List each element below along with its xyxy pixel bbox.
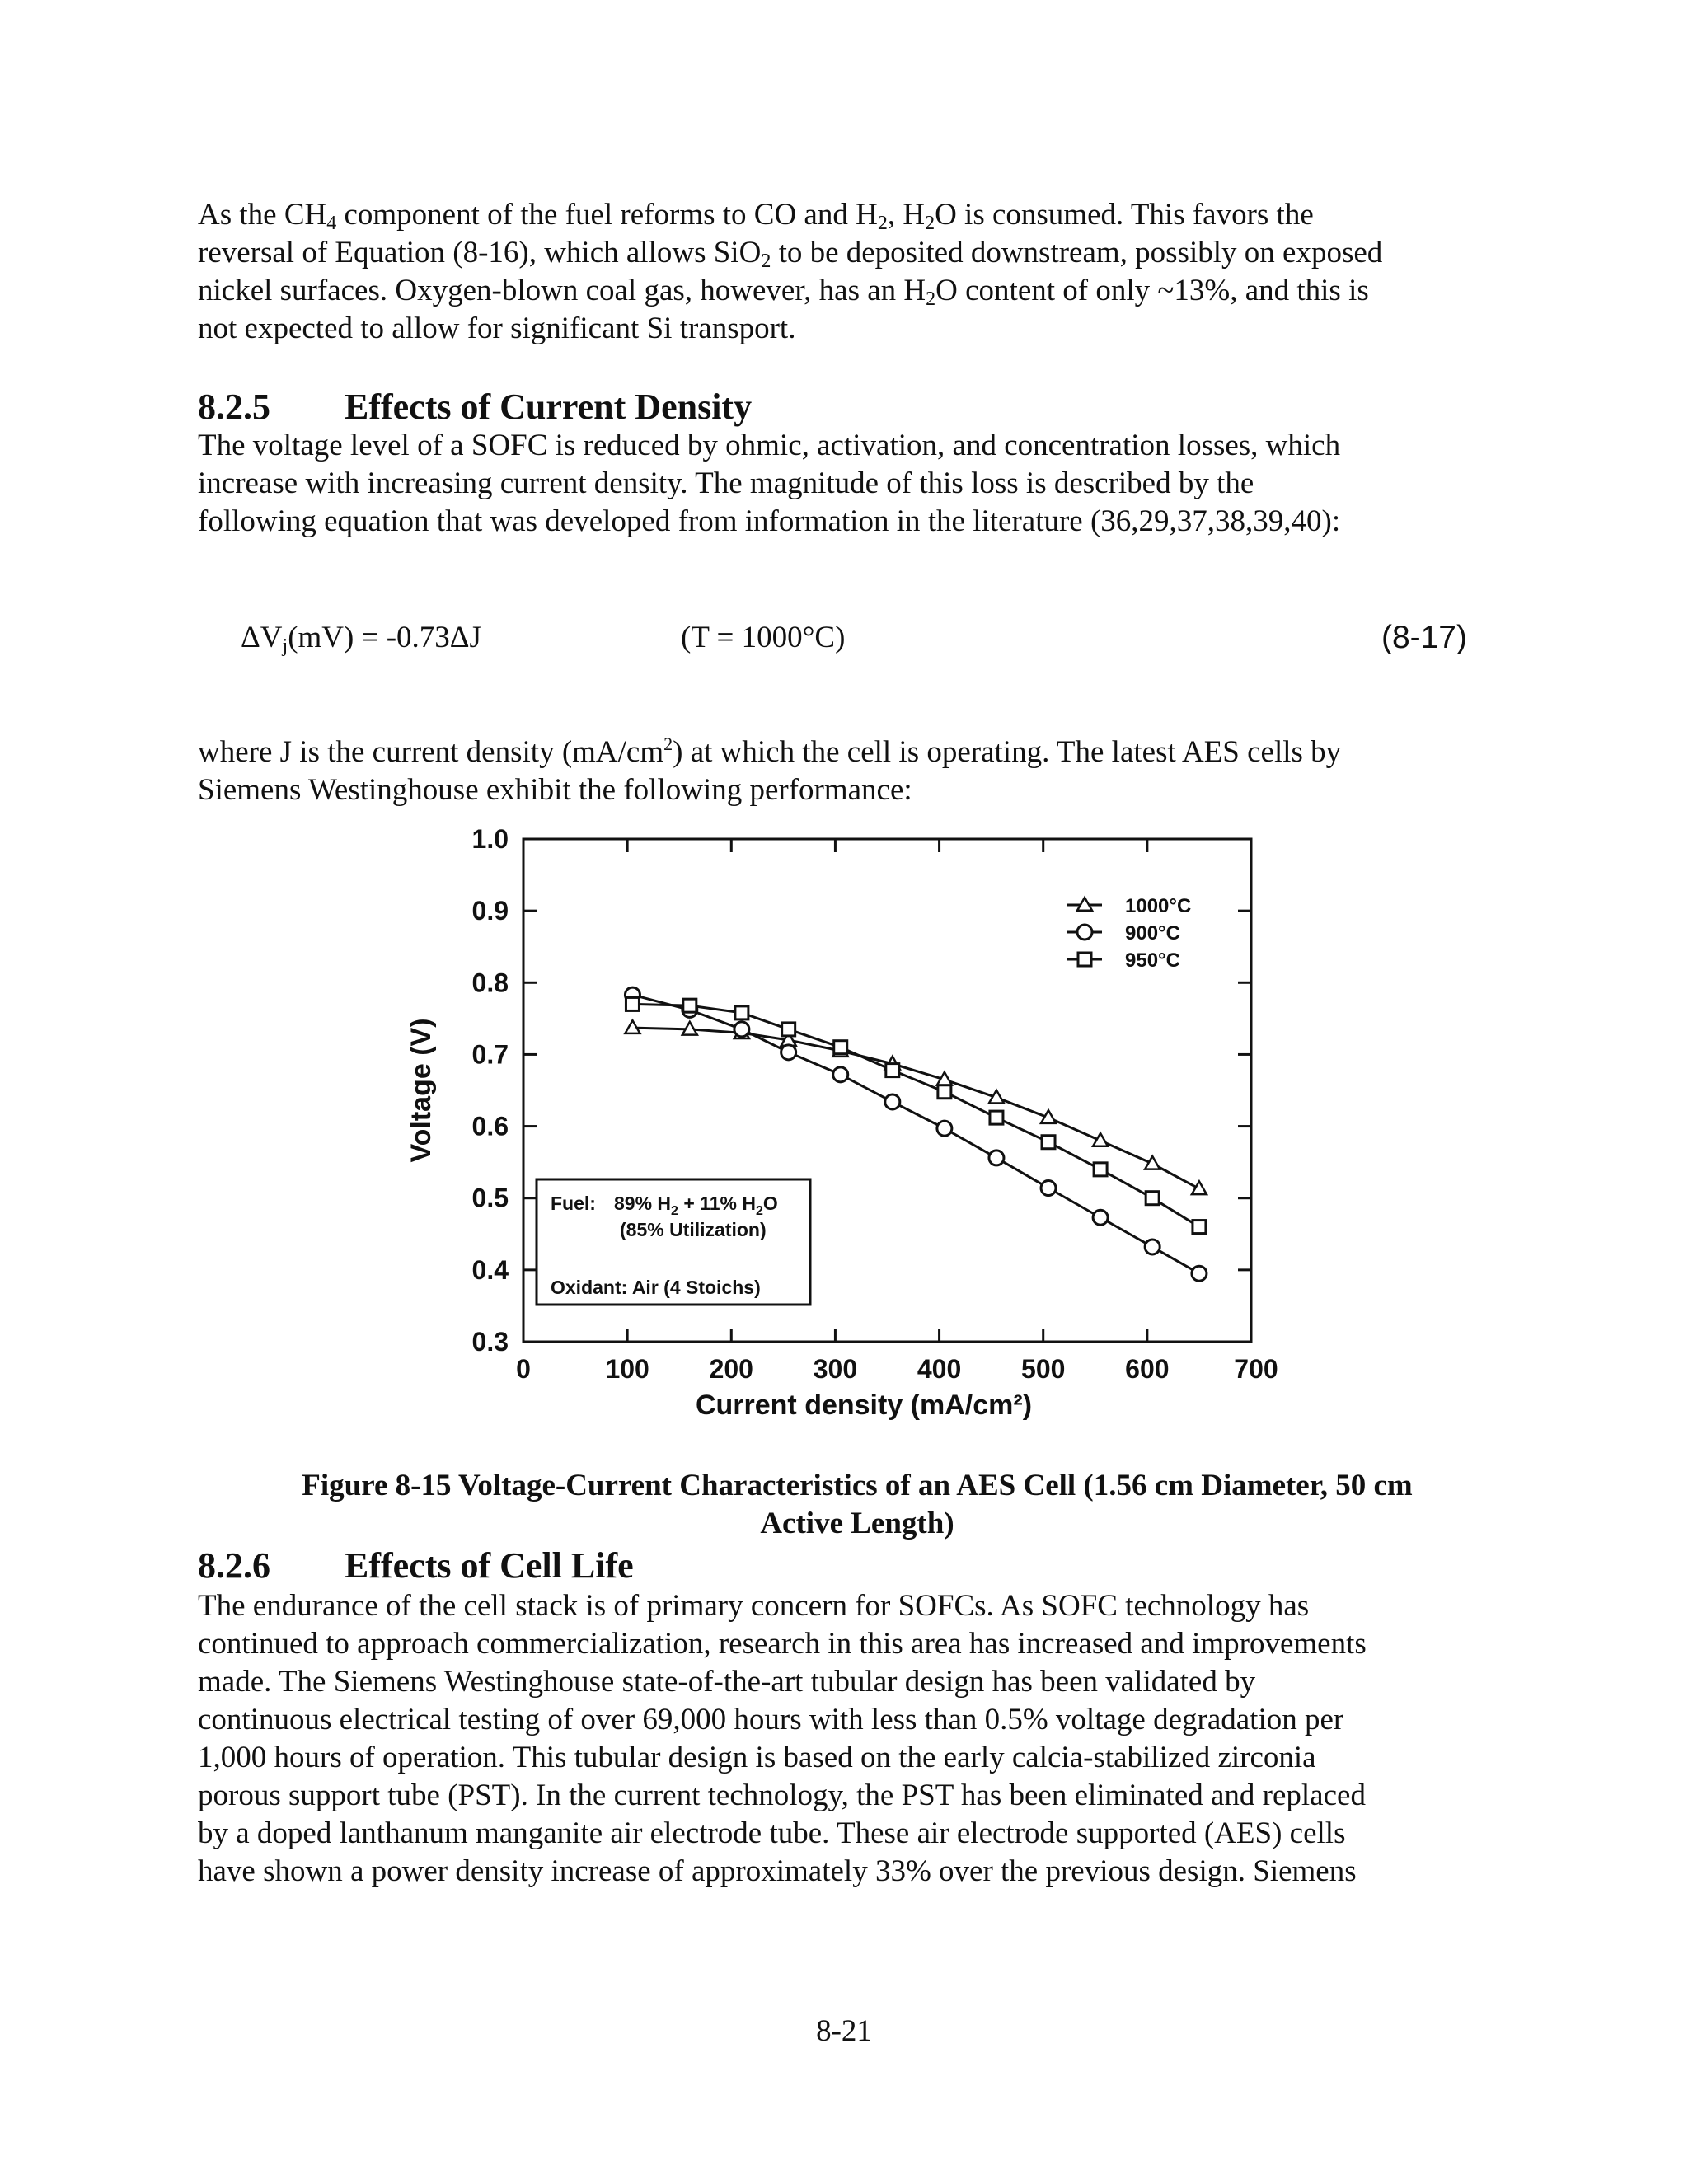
y-tick-label: 0.3 [471,1327,509,1357]
text-line: reversal of Equation (8-16), which allows SiO$_2$ to be deposited downstream, possibly on exposed [198,236,1383,272]
data-point-triangle [1093,1133,1108,1146]
data-point-circle [781,1045,796,1060]
legend-marker-circle [1077,925,1092,940]
x-tick-label: 700 [1234,1354,1278,1384]
y-tick-label: 0.8 [471,968,509,998]
x-tick-label: 400 [917,1354,962,1384]
data-point-square [990,1111,1003,1124]
figure-caption [198,1467,1517,1543]
data-point-circle [1192,1266,1207,1281]
data-point-circle [885,1094,900,1109]
text-line: continuous electrical testing of over 69,000 hours with less than 0.5% voltage degradation per [198,1703,1344,1736]
x-axis-label: Current density (mA/cm²) [695,1390,1033,1421]
text-line: made. The Siemens Westinghouse state-of-the-art tubular design has been validated by [198,1665,1256,1699]
text-line: have shown a power density increase of approximately 33% over the previous design. Siemens [198,1854,1357,1888]
text-line: 1,000 hours of operation. This tubular design is based on the early calcia-stabilized zirconia [198,1741,1316,1774]
section-heading-8-2-6 [198,1544,634,1586]
data-point-square [1042,1136,1055,1149]
y-tick-label: 0.9 [471,896,509,926]
text-line: porous support tube (PST). In the current technology, the PST has been eliminated and replaced [198,1779,1366,1812]
text-line: by a doped lanthanum manganite air electrode tube. These air electrode supported (AES) cells [198,1816,1346,1850]
text-line: Siemens Westinghouse exhibit the following performance: [198,773,912,807]
legend-label: 950°C [1125,949,1180,972]
page-number: 8-21 [816,2014,872,2048]
legend-label: 900°C [1125,922,1180,944]
data-point-square [1146,1192,1159,1205]
legend-label: 1000°C [1125,895,1192,917]
x-tick-labels [516,1354,1278,1384]
data-point-square [886,1064,899,1077]
text-line: where J is the current density $(mA/cm^2)$ at which the cell is operating. The latest AES cells by [198,733,1342,769]
y-tick-label: 0.4 [471,1254,509,1285]
text-line: The endurance of the cell stack is of primary concern for SOFCs. As SOFC technology has [198,1589,1310,1623]
text-line: As the $CH_4$ component of the fuel reforms to CO and $H_2$, $H_2O$ is consumed. This favors the [198,198,1314,234]
x-tick-label: 200 [709,1354,753,1384]
text-line: not expected to allow for significant Si transport. [198,312,796,345]
caption-line: Figure 8-15 Voltage-Current Characteristics of an AES Cell (1.56 cm Diameter, 50 cm [302,1469,1413,1502]
oxidant-label: Oxidant: Air (4 Stoichs) [551,1277,761,1298]
data-point-square [1193,1221,1206,1234]
data-point-circle [1145,1240,1160,1254]
data-point-circle [1041,1181,1056,1196]
section-title: Effects of Current Density [345,387,753,427]
data-point-square [834,1041,847,1054]
y-tick-label: 1.0 [471,824,509,854]
data-point-square [683,999,696,1012]
equation-condition: (T = 1000°C) [681,621,846,654]
data-point-circle [734,1022,749,1037]
x-tick-label: 100 [605,1354,649,1384]
section-number: 8.2.5 [198,387,270,427]
y-tick-labels [472,824,509,1357]
text-line: following equation that was developed from information in the literature (36,29,37,38,39,40): [198,504,1341,538]
x-tick-label: 500 [1021,1354,1066,1384]
data-point-circle [833,1067,848,1082]
fuel-utilization: (85% Utilization) [620,1219,767,1240]
text-line: continued to approach commercialization, research in this area has increased and improvements [198,1627,1367,1661]
x-tick-label: 0 [516,1354,531,1384]
data-point-circle [1093,1210,1108,1225]
data-point-square [1094,1163,1107,1176]
section-title: Effects of Cell Life [345,1545,634,1586]
x-tick-label: 300 [813,1354,858,1384]
series-line-triangle [632,1028,1198,1188]
legend [1067,895,1191,972]
caption-line: Active Length) [760,1507,954,1540]
text-line: increase with increasing current density. The magnitude of this loss is described by the [198,466,1254,500]
cell-life-paragraph [198,1587,1517,1891]
y-tick-label: 0.5 [471,1183,509,1213]
data-point-circle [937,1121,952,1136]
fuel-label: Fuel: [551,1193,596,1214]
text-line: The voltage level of a SOFC is reduced by ohmic, activation, and concentration losses, which [198,429,1341,462]
data-point-triangle [1192,1181,1207,1194]
text-line: nickel surfaces. Oxygen-blown coal gas, however, has an $H_2O$ content of only ~13%, and this is [198,274,1369,310]
legend-marker-square [1078,953,1091,966]
data-point-square [735,1006,748,1019]
y-tick-label: 0.7 [471,1039,509,1070]
section-number: 8.2.6 [198,1545,270,1586]
data-point-square [626,997,639,1010]
fuel-composition: 89% $H_2 + 11\%$ $H_2O$ [614,1193,778,1218]
equation-lhs: $\Delta V_j(mV) = -0.73\Delta J$ [241,621,481,657]
y-tick-label: 0.6 [471,1111,509,1141]
data-point-circle [989,1151,1004,1165]
equation-number: (8-17) [1381,620,1467,655]
y-axis-label: Voltage (V) [406,1018,437,1163]
data-point-triangle [1145,1156,1160,1169]
conditions-box [537,1179,810,1305]
x-tick-label: 600 [1125,1354,1170,1384]
data-point-square [938,1085,951,1099]
data-point-square [782,1023,795,1036]
